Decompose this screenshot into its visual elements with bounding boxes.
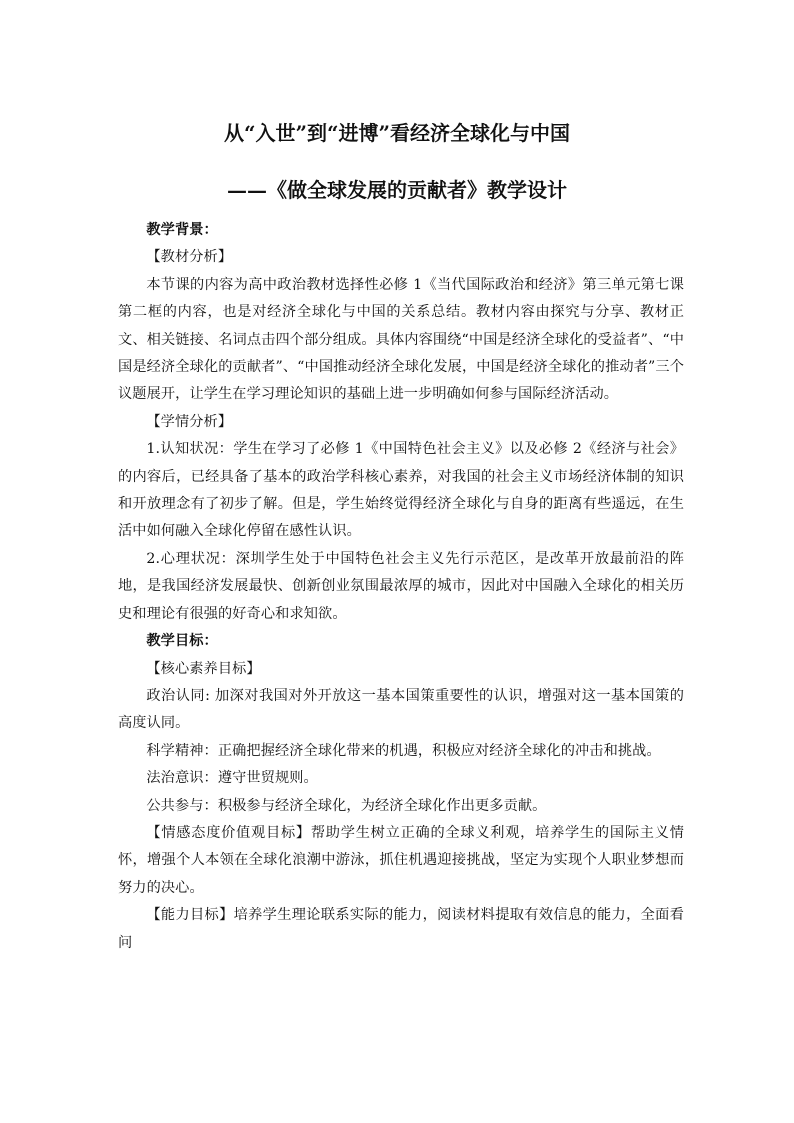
paragraph-cognitive-status: 1.认知状况：学生在学习了必修 1《中国特色社会主义》以及必修 2《经济与社会》的内容后，已经具备了基本的政治学科核心素养，对我国的社会主义市场经济体制的知识和开放理念有了初步了解。但是，学生始终觉得经济全球化与自身的距离有些遥远，在生活中如何融入全球化停留在感性认识。 [118, 441, 684, 540]
text-emotion-goal: 帮助学生树立正确的全球义利观，培养学生的国际主义情怀，增强个人本领在全球化浪潮中游泳，抓住机遇迎接挑战，坚定为实现个人职业梦想而努力的决心。 [118, 824, 684, 896]
paragraph-textbook-analysis: 本节课的内容为高中政治教材选择性必修 1《当代国际政治和经济》第三单元第七课第二框的内容，也是对经济全球化与中国的关系总结。教材内容由探究与分享、教材正文、相关链接、名词点击四个部分组成。具体内容围绕“中国是经济全球化的受益者”、“中国是经济全球化的贡献者”、“中国推动经济全球化发展，中国是经济全球化的推动者”三个议题展开，让学生在学习理论知识的基础上进一步明确如何参与国际经济活动。 [118, 276, 684, 403]
paragraph-political-identity: 政治认同: 加深对我国对外开放这一基本国策重要性的认识，增强对这一基本国策的高度认同。 [118, 687, 684, 732]
paragraph-ability-goal [118, 902, 684, 957]
section-heading-goals: 教学目标： [146, 633, 218, 650]
label-learning-analysis: 【学情分析】 [146, 413, 233, 430]
paragraph-psychological-status: 2.心理状况：深圳学生处于中国特色社会主义先行示范区，是改革开放最前沿的阵地，是我国经济发展最快、创新创业氛围最浓厚的城市，因此对中国融入全球化的相关历史和理论有很强的好奇心和求知欲。 [118, 550, 684, 622]
paragraph-emotion-goal [118, 820, 684, 902]
document-subtitle: ——《做全球发展的贡献者》教学设计 [227, 178, 567, 202]
paragraph-rule-of-law: 法治意识：遵守世贸规则。 [146, 770, 318, 787]
paragraph-scientific-spirit: 科学精神：正确把握经济全球化带来的机遇，积极应对经济全球化的冲击和挑战。 [146, 742, 661, 759]
label-textbook-analysis: 【教材分析】 [146, 249, 233, 266]
document-body [118, 217, 684, 957]
document-title: 从“入世”到“进博”看经济全球化与中国 [223, 121, 570, 145]
label-core-literacy: 【核心素养目标】 [146, 660, 261, 677]
text-ability-goal: 培养学生理论联系实际的能力，阅读材料提取有效信息的能力，全面看问 [118, 907, 684, 951]
paragraph-public-participation: 公共参与：积极参与经济全球化，为经济全球化作出更多贡献。 [146, 797, 547, 814]
section-heading-background: 教学背景： [146, 222, 218, 238]
label-emotion-goal: 【情感态度价值观目标】 [146, 824, 311, 841]
label-ability-goal: 【能力目标】 [146, 907, 234, 924]
